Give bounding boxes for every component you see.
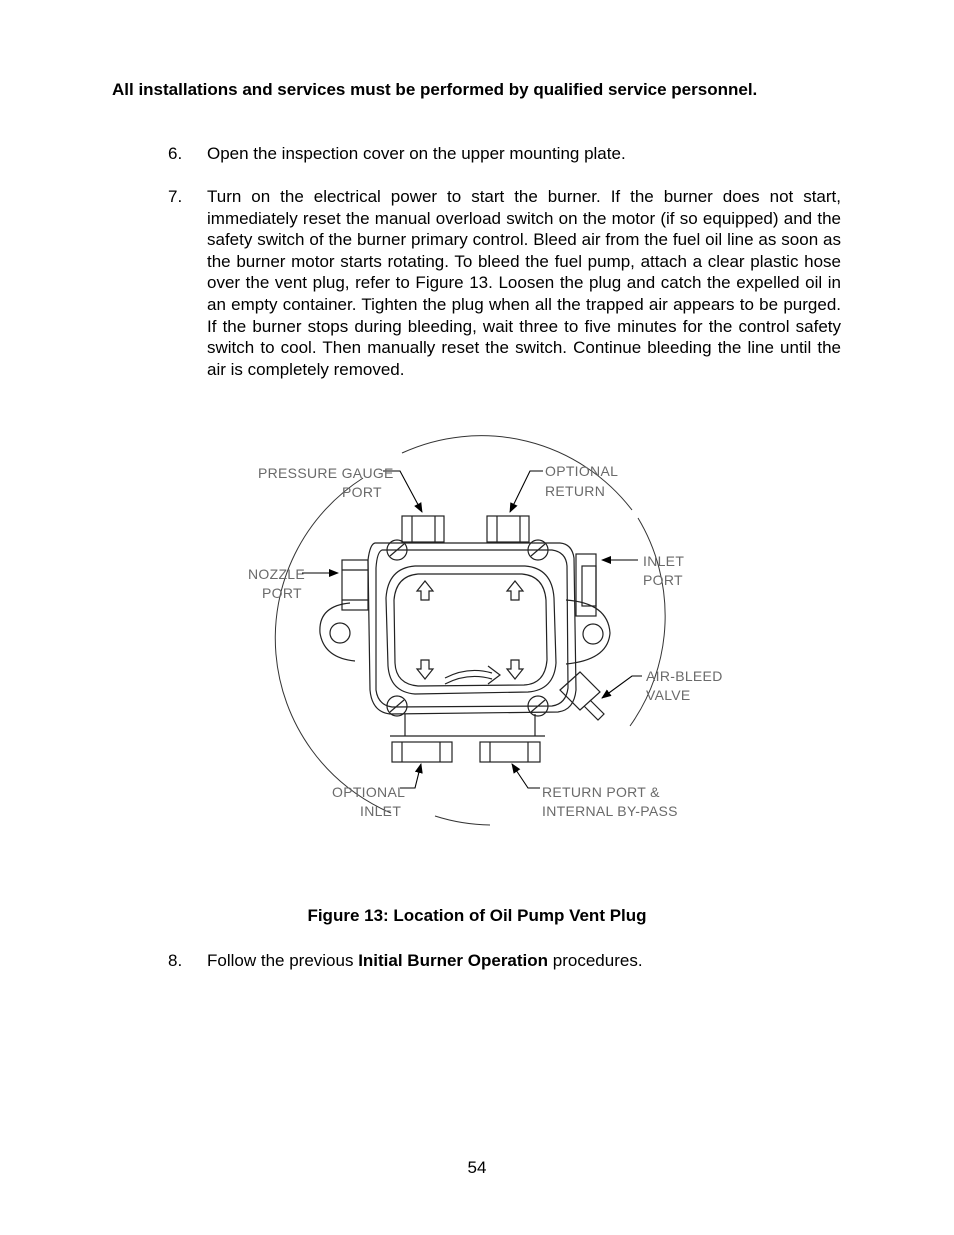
oil-pump-diagram [240, 428, 740, 838]
label-valve: VALVE [646, 687, 691, 703]
step-text [207, 950, 841, 972]
leader-arrow [302, 471, 642, 788]
label-optional-inlet: OPTIONAL [332, 784, 406, 800]
label-inlet-port: PORT [643, 572, 683, 588]
mounting-circle [435, 816, 490, 825]
label-optional-return-2: RETURN [545, 483, 606, 499]
step-number: 6. [168, 144, 183, 163]
label-optional-inlet-2: INLET [360, 803, 402, 819]
label-nozzle: NOZZLE [248, 566, 306, 582]
label-air-bleed: AIR-BLEED [646, 668, 723, 684]
label-pressure-gauge-port: PORT [342, 484, 382, 500]
figure-caption: Figure 13: Location of Oil Pump Vent Plug [307, 906, 647, 925]
step-text: Open the inspection cover on the upper mounting plate. [207, 144, 626, 163]
label-nozzle-port: PORT [262, 585, 302, 601]
safety-warning: All installations and services must be performed by qualified service personnel. [112, 80, 758, 99]
step-text-after: procedures. [548, 951, 643, 970]
step-number: 7. [168, 187, 183, 206]
step-text-bold: Initial Burner Operation [358, 951, 549, 970]
label-internal-bypass: INTERNAL BY-PASS [542, 803, 678, 819]
page-number: 54 [467, 1158, 487, 1177]
label-optional-return: OPTIONAL [545, 463, 619, 479]
label-pressure-gauge: PRESSURE GAUGE [258, 465, 394, 481]
label-inlet: INLET [643, 553, 685, 569]
mounting-circle [275, 478, 391, 813]
step-text-before: Follow the previous [207, 951, 359, 970]
step-number: 8. [168, 951, 183, 970]
label-return-port: RETURN PORT & [542, 784, 660, 800]
step-text: Turn on the electrical power to start the burner. If the burner does not start, immediately reset the manual overload switch on the motor (if so equipped) and the safety switch of the burner primary control. Bleed air from the fuel oil line as soon as the burner motor starts rotating. To bleed the fuel pump, attach a clear plastic hose over the vent plug, refer to Figure 13. Loosen the plug and catch the expelled oil in an empty container. Tighten the plug when all the trapped air appears to be purged. If the burner stops during bleeding, wait three to five minutes for the control safety switch to cool. Then manually reset the switch. Continue bleeding the line until the air is completely removed. [207, 187, 841, 379]
pump-body [320, 516, 610, 762]
